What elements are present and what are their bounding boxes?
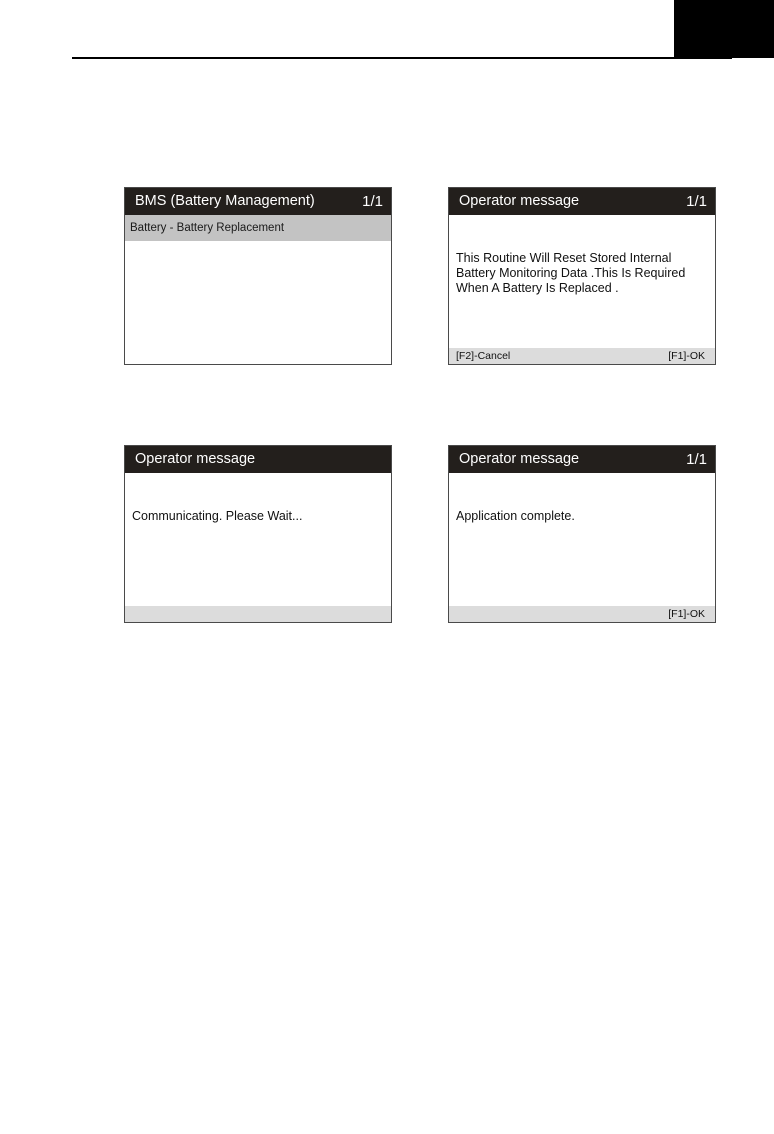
page-indicator: 1/1 [686,451,707,468]
function-key-bar [449,606,715,622]
screen-title: Operator message [459,193,580,209]
screen-title: BMS (Battery Management) [135,193,315,209]
screen-title: Operator message [459,451,580,467]
ok-button[interactable]: [F1]-OK [668,350,705,362]
screen-bms-menu [124,187,392,365]
title-bar [449,446,715,473]
function-key-bar [449,348,715,364]
function-key-bar [125,606,391,622]
cancel-button[interactable]: [F2]-Cancel [456,350,511,362]
title-bar [449,188,715,215]
message-line: This Routine Will Reset Stored Internal [456,251,672,265]
screen-communicating [124,445,392,623]
screen-operator-message-confirm [448,187,716,365]
message-line: When A Battery Is Replaced . [456,281,619,295]
message-line: Communicating. Please Wait... [132,509,303,523]
title-bar [125,446,391,473]
chapter-tab [674,0,774,58]
page-indicator: 1/1 [686,193,707,210]
screen-application-complete [448,445,716,623]
screen-title: Operator message [135,451,256,467]
header-rule [72,57,732,59]
ok-button[interactable]: [F1]-OK [668,608,705,620]
message-line: Battery Monitoring Data .This Is Required [456,266,686,280]
page-indicator: 1/1 [362,193,383,210]
menu-item-battery-replacement[interactable]: Battery - Battery Replacement [125,215,391,241]
title-bar [125,188,391,215]
message-line: Application complete. [456,509,575,523]
